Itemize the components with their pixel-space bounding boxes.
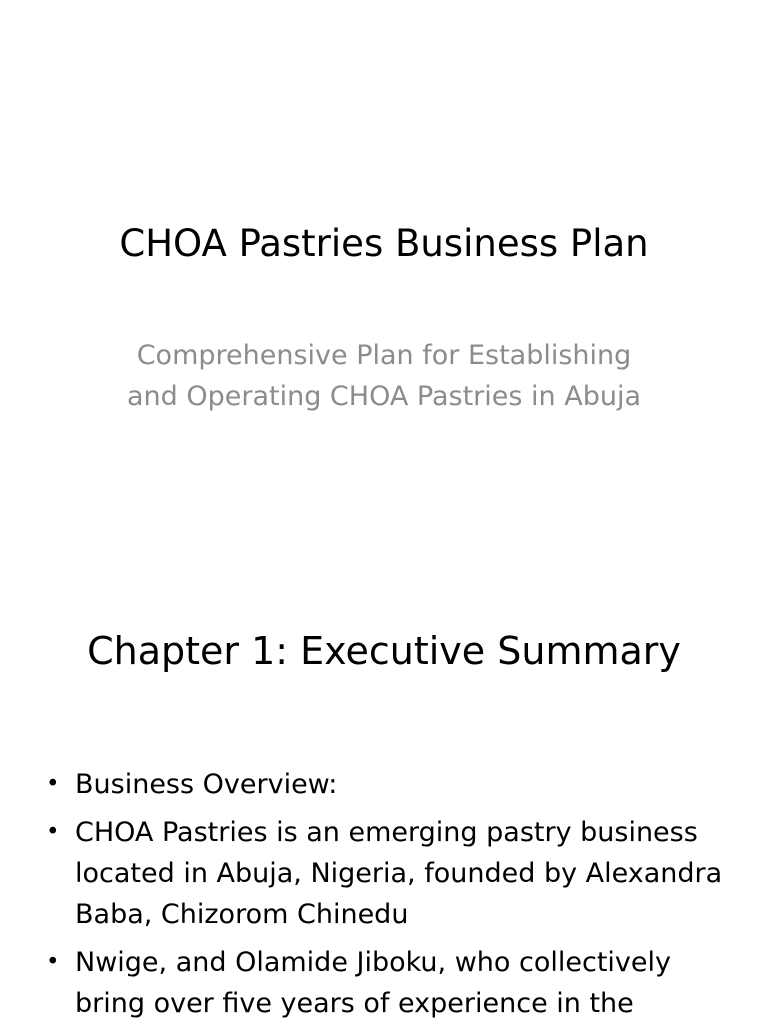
bullet-item	[44, 764, 724, 805]
slide-title: CHOA Pastries Business Plan	[119, 222, 649, 265]
chapter-title: Chapter 1: Executive Summary	[87, 629, 681, 673]
bullet-text: Nwige, and Olamide Jiboku, who collectively bring over five years of experience in the	[75, 947, 671, 1019]
bullet-text: Business Overview:	[75, 769, 338, 800]
bullet-item	[44, 942, 724, 1024]
bullet-icon: •	[46, 819, 60, 845]
bullet-icon: •	[46, 771, 60, 797]
bullet-item	[44, 812, 724, 935]
bullet-list	[44, 764, 724, 1031]
bullet-icon: •	[46, 949, 60, 975]
bullet-text: CHOA Pastries is an emerging pastry business located in Abuja, Nigeria, founded by Alexandra Baba, Chizorom Chinedu	[75, 817, 723, 930]
slide-subtitle: Comprehensive Plan for Establishing and Operating CHOA Pastries in Abuja	[126, 340, 642, 412]
